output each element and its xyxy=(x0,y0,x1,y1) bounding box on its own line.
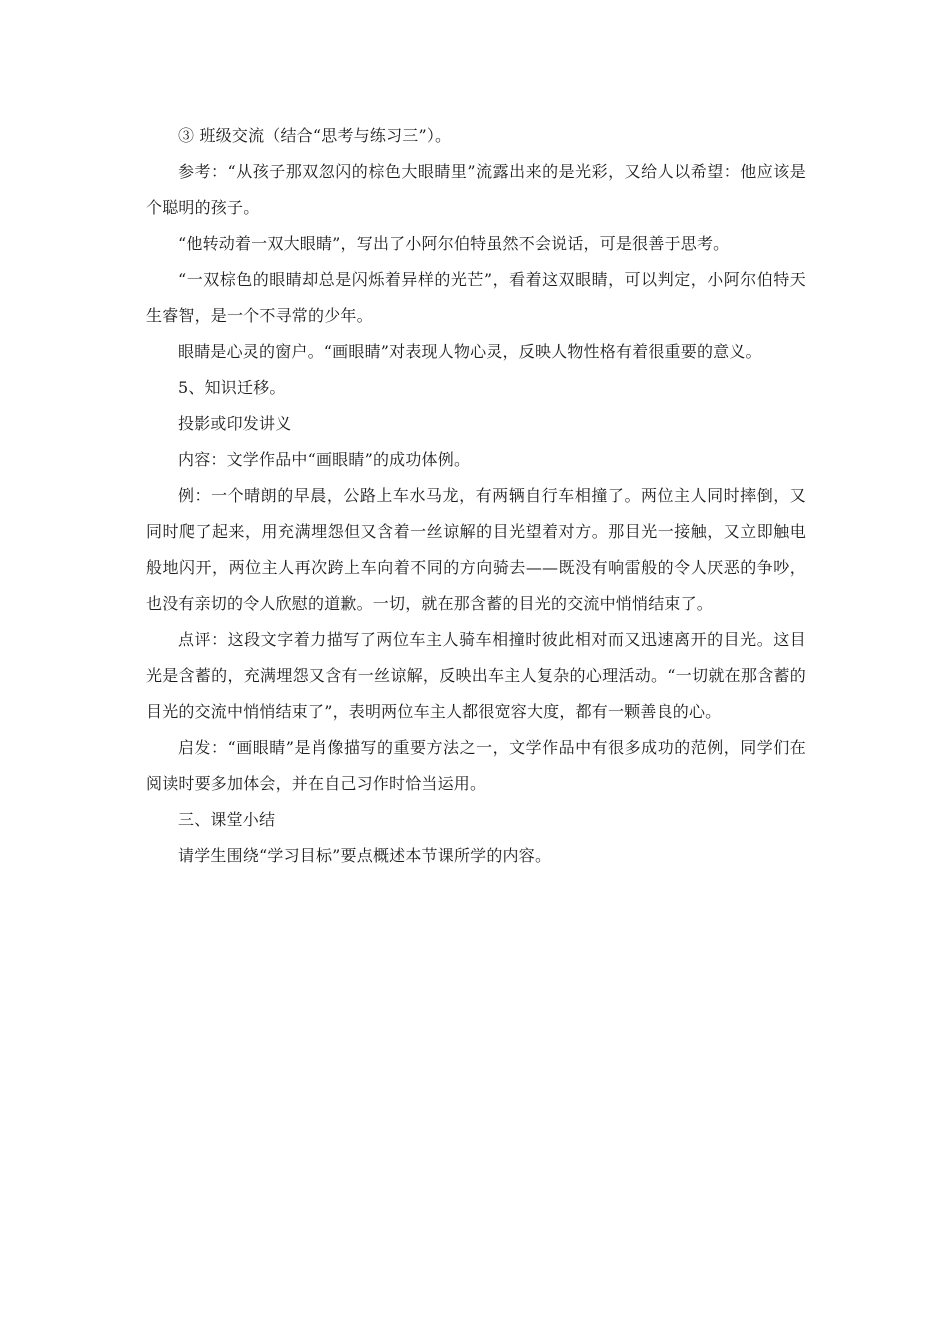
comment-paragraph: 点评：这段文字着力描写了两位车主人骑车相撞时彼此相对而又迅速离开的目光。这目光是含蓄的，充满埋怨又含有一丝谅解，反映出车主人复杂的心理活动。“一切就在那含蓄的目光的交流中悄悄结束了”，表明两位车主人都很宽容大度，都有一颗善良的心。 xyxy=(146,630,806,721)
summary-instruction: 请学生围绕“学习目标”要点概述本节课所学的内容。 xyxy=(178,846,552,865)
class-summary-heading: 三、课堂小结 xyxy=(178,810,276,829)
brown-eyes-paragraph: “一双棕色的眼睛却总是闪烁着异样的光芒”，看着这双眼睛，可以判定，小阿尔伯特天生睿智，是一个不寻常的少年。 xyxy=(146,270,806,325)
reference-paragraph: 参考：“从孩子那双忽闪的棕色大眼睛里”流露出来的是光彩，又给人以希望：他应该是个聪明的孩子。 xyxy=(146,162,806,217)
example-paragraph: 例：一个晴朗的早晨，公路上车水马龙，有两辆自行车相撞了。两位主人同时摔倒，又同时爬了起来，用充满埋怨但又含着一丝谅解的目光望着对方。那目光一接触，又立即触电般地闪开，两位主人再次跨上车向着不同的方向骑去——既没有响雷般的令人厌恶的争吵，也没有亲切的令人欣慰的道歉。一切，就在那含蓄的目光的交流中悄悄结束了。 xyxy=(146,486,806,613)
handout-line: 投影或印发讲义 xyxy=(178,414,292,433)
content-line: 内容：文学作品中“画眼睛”的成功体例。 xyxy=(178,450,471,469)
knowledge-transfer-heading: 5、知识迁移。 xyxy=(178,378,286,397)
class-discussion-heading: ③ 班级交流（结合“思考与练习三”）。 xyxy=(178,126,452,145)
eyes-window-paragraph: 眼睛是心灵的窗户。“画眼睛”对表现人物心灵，反映人物性格有着很重要的意义。 xyxy=(178,342,762,361)
eyes-turning-paragraph: “他转动着一双大眼睛”，写出了小阿尔伯特虽然不会说话，可是很善于思考。 xyxy=(178,234,730,253)
inspiration-paragraph: 启发：“画眼睛”是肖像描写的重要方法之一，文学作品中有很多成功的范例，同学们在阅读时要多加体会，并在自己习作时恰当运用。 xyxy=(146,738,806,793)
document-page xyxy=(146,118,806,874)
